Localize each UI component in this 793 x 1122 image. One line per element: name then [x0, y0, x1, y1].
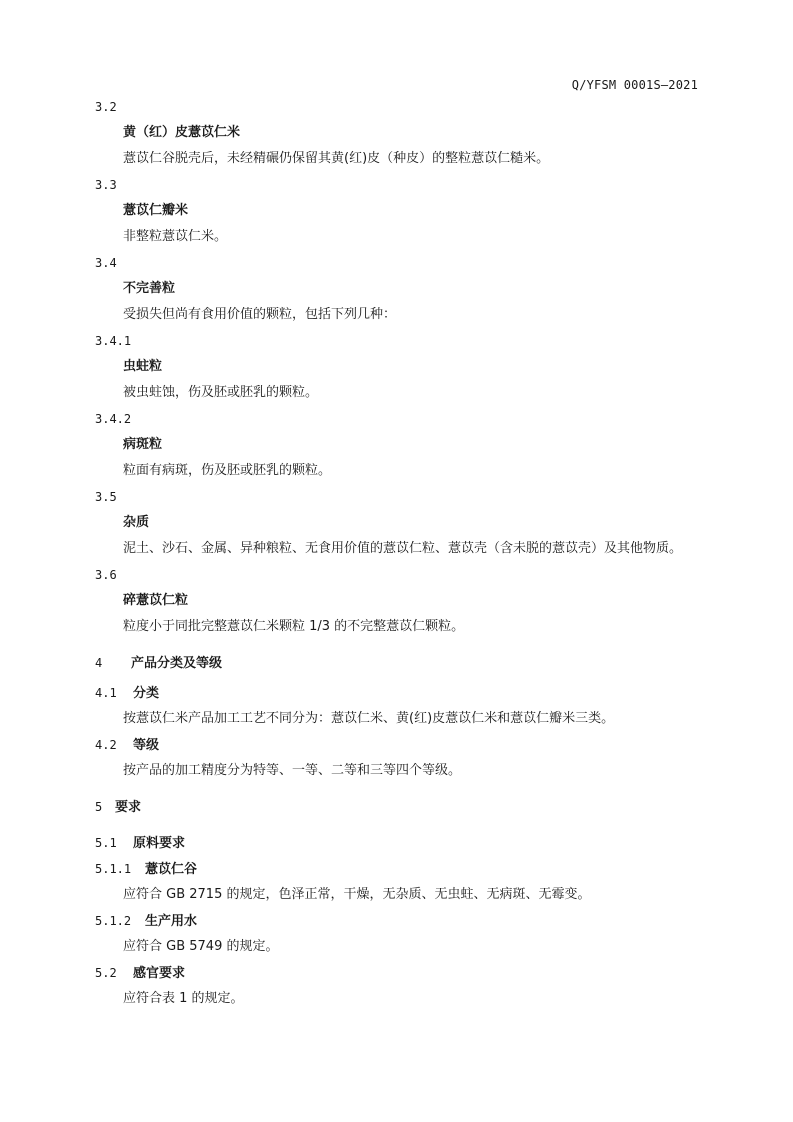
section-number: 4.1 [95, 686, 117, 700]
clause-number: 3.2 [95, 100, 117, 114]
section-heading-5-1 [95, 830, 701, 856]
section-number: 5.1 [95, 836, 117, 850]
document-body [95, 94, 701, 1012]
chapter-number: 5 [95, 800, 103, 814]
section-3-4-1 [95, 328, 701, 406]
section-heading [95, 960, 701, 986]
section-title: 等级 [133, 738, 160, 753]
section-heading [95, 680, 701, 706]
clause-number: 3.3 [95, 178, 117, 192]
subsection-title: 薏苡仁谷 [145, 862, 198, 877]
term-definition: 泥土、沙石、金属、异种粮粒、无食用价值的薏苡仁粒、薏苡壳（含未脱的薏苡壳）及其他物质。 [123, 541, 683, 556]
section-title: 分类 [133, 686, 160, 701]
section-4-2 [95, 732, 701, 784]
section-3-4 [95, 250, 701, 328]
term-title: 杂质 [123, 515, 150, 530]
section-title: 感官要求 [133, 966, 186, 981]
term-definition: 粒度小于同批完整薏苡仁米颗粒 1/3 的不完整薏苡仁颗粒。 [123, 619, 465, 634]
term-title: 黄（红）皮薏苡仁米 [123, 125, 241, 140]
chapter-number: 4 [95, 656, 103, 670]
section-3-2 [95, 94, 701, 172]
section-text: 按薏苡仁米产品加工工艺不同分为：薏苡仁米、黄(红)皮薏苡仁米和薏苡仁瓣米三类。 [123, 711, 615, 726]
clause-number: 3.4.2 [95, 412, 132, 426]
subsection-text: 应符合 GB 5749 的规定。 [123, 939, 279, 954]
section-5-1-2 [95, 908, 701, 960]
section-heading [95, 732, 701, 758]
section-4-1 [95, 680, 701, 732]
chapter-heading-5 [95, 794, 701, 824]
term-title: 虫蛀粒 [123, 359, 163, 374]
subsection-number: 5.1.1 [95, 862, 132, 876]
term-title: 碎薏苡仁粒 [123, 593, 189, 608]
clause-number: 3.4 [95, 256, 117, 270]
subsection-heading [95, 908, 701, 934]
section-3-6 [95, 562, 701, 640]
term-definition: 薏苡仁谷脱壳后，未经精碾仍保留其黄(红)皮（种皮）的整粒薏苡仁糙米。 [123, 151, 550, 166]
section-text: 应符合表 1 的规定。 [123, 991, 244, 1006]
subsection-text: 应符合 GB 2715 的规定，色泽正常，干燥，无杂质、无虫蛀、无病斑、无霉变。 [123, 887, 591, 902]
document-code: Q/YFSM 0001S—2021 [571, 78, 698, 92]
subsection-title: 生产用水 [145, 914, 198, 929]
chapter-title: 产品分类及等级 [131, 656, 223, 671]
term-definition: 受损失但尚有食用价值的颗粒，包括下列几种： [123, 307, 397, 322]
section-3-5 [95, 484, 701, 562]
subsection-heading [95, 856, 701, 882]
section-number: 4.2 [95, 738, 117, 752]
term-definition: 非整粒薏苡仁米。 [123, 229, 228, 244]
clause-number: 3.6 [95, 568, 117, 582]
section-3-4-2 [95, 406, 701, 484]
subsection-number: 5.1.2 [95, 914, 132, 928]
term-title: 薏苡仁瓣米 [123, 203, 189, 218]
section-5-1-1 [95, 856, 701, 908]
term-title: 不完善粒 [123, 281, 176, 296]
clause-number: 3.5 [95, 490, 117, 504]
section-5-2 [95, 960, 701, 1012]
section-text: 按产品的加工精度分为特等、一等、二等和三等四个等级。 [123, 763, 462, 778]
term-title: 病斑粒 [123, 437, 163, 452]
chapter-heading-4 [95, 650, 701, 680]
section-3-3 [95, 172, 701, 250]
section-number: 5.2 [95, 966, 117, 980]
section-title: 原料要求 [133, 836, 186, 851]
chapter-title: 要求 [115, 800, 142, 815]
clause-number: 3.4.1 [95, 334, 132, 348]
term-definition: 粒面有病斑，伤及胚或胚乳的颗粒。 [123, 463, 332, 478]
term-definition: 被虫蛀蚀，伤及胚或胚乳的颗粒。 [123, 385, 319, 400]
